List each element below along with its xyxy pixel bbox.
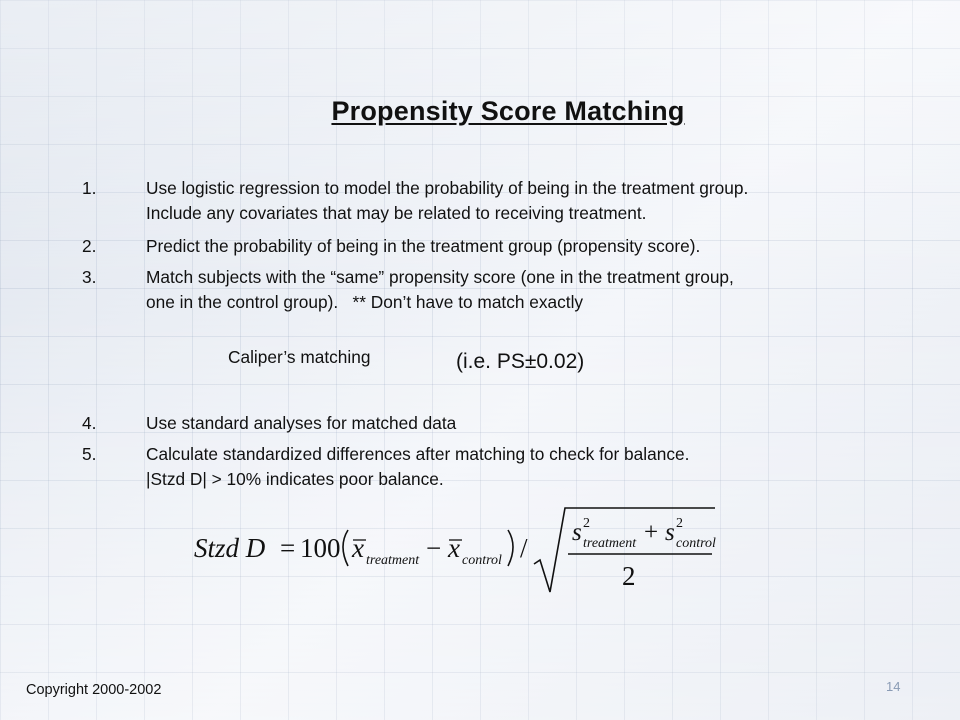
- caliper-formula: (i.e. PS±0.02): [456, 350, 585, 373]
- page-number: 14: [886, 679, 901, 694]
- formula-x-treatment: x: [352, 533, 364, 563]
- item-text: Use logistic regression to model the probability of being in the treatment group.: [146, 178, 749, 198]
- formula-equals: =: [280, 533, 296, 563]
- formula-plus: +: [644, 519, 659, 546]
- formula-s-treatment-subscript: treatment: [583, 536, 637, 551]
- item-text: Match subjects with the “same” propensity score (one in the treatment group,: [146, 267, 734, 287]
- formula-x-treatment-subscript: treatment: [366, 553, 420, 568]
- formula-s-control: s: [665, 519, 675, 546]
- formula-s-control-subscript: control: [676, 536, 716, 551]
- formula-x-control-subscript: control: [462, 553, 502, 568]
- formula-right-paren: [508, 530, 513, 566]
- formula-denominator: 2: [622, 561, 636, 591]
- slide-title: Propensity Score Matching: [331, 96, 685, 126]
- item-number: 2.: [82, 236, 97, 256]
- item-number: 1.: [82, 178, 97, 198]
- copyright-text: Copyright 2000-2002: [26, 682, 162, 698]
- item-text: Include any covariates that may be related to receiving treatment.: [146, 203, 647, 223]
- formula-left-paren: [343, 530, 348, 566]
- formula-x-control: x: [448, 533, 460, 563]
- item-text: one in the control group). ** Don’t have to match exactly: [146, 292, 584, 312]
- item-number: 5.: [82, 444, 97, 464]
- caliper-label: Caliper’s matching: [228, 347, 371, 367]
- item-text: Use standard analyses for matched data: [146, 413, 457, 433]
- formula-slash: /: [520, 533, 528, 563]
- item-number: 4.: [82, 413, 97, 433]
- item-text: Calculate standardized differences after matching to check for balance.: [146, 444, 690, 464]
- formula-coefficient: 100: [300, 533, 341, 563]
- item-text: Predict the probability of being in the treatment group (propensity score).: [146, 236, 701, 256]
- formula-s-treatment: s: [572, 519, 582, 546]
- formula-lhs: Stzd D: [194, 533, 266, 563]
- formula-minus: −: [426, 533, 442, 563]
- formula-s-treatment-sup: 2: [583, 516, 590, 531]
- standardized-difference-formula: [190, 500, 730, 600]
- item-text: |Stzd D| > 10% indicates poor balance.: [146, 469, 444, 489]
- item-number: 3.: [82, 267, 97, 287]
- formula-s-control-sup: 2: [676, 516, 683, 531]
